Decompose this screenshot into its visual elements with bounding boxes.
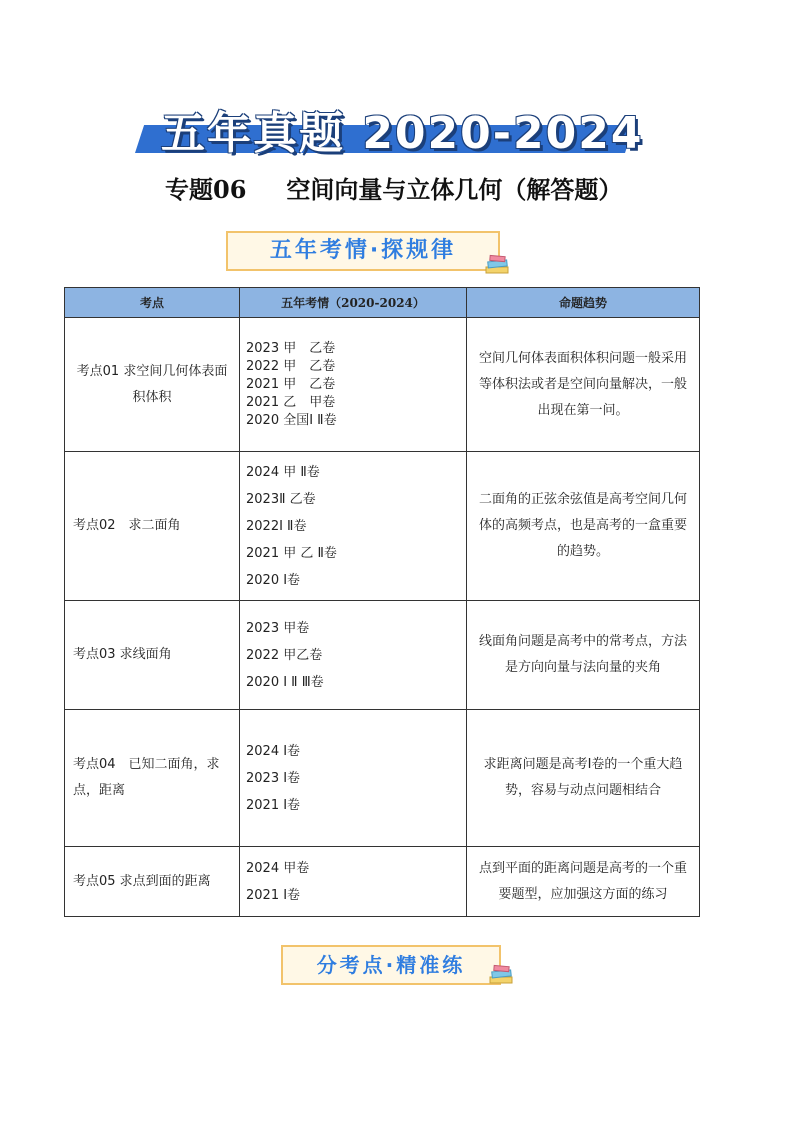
exam-point: 考点05 求点到面的距离	[65, 847, 240, 917]
section-label-practice: 分考点·精准练	[281, 945, 501, 985]
year-entry: 2020 Ⅰ卷	[246, 572, 301, 588]
exam-years	[240, 318, 467, 452]
table-header-row	[65, 288, 700, 318]
year-entry: 2022 甲 乙卷	[246, 358, 336, 374]
year-entry: 2021 甲 乙 Ⅱ卷	[246, 545, 337, 561]
year-entry: 2023Ⅱ 乙卷	[246, 491, 316, 507]
year-entry: 2024 Ⅰ卷	[246, 743, 301, 759]
books-icon	[484, 253, 510, 275]
table-row	[65, 452, 700, 601]
exam-trend: 二面角的正弦余弦值是高考空间几何体的高频考点，也是高考的一盒重要的趋势。	[467, 452, 700, 601]
exam-trend: 线面角问题是高考中的常考点，方法是方向向量与法向量的夹角	[467, 601, 700, 710]
year-entry: 2023 甲卷	[246, 620, 310, 636]
topic-title	[165, 170, 705, 205]
year-entry: 2023 Ⅰ卷	[246, 770, 301, 786]
year-entry: 2023 甲 乙卷	[246, 340, 336, 356]
exam-years	[240, 601, 467, 710]
table-row	[65, 847, 700, 917]
table-row	[65, 601, 700, 710]
table-row	[65, 318, 700, 452]
exam-point: 考点04 已知二面角，求点，距离	[65, 710, 240, 847]
title-banner	[135, 103, 644, 159]
banner-title: 五年真题 2020-2024	[161, 108, 644, 159]
year-entry: 2022 甲乙卷	[246, 647, 323, 663]
exam-trend: 空间几何体表面积体积问题一般采用等体积法或者是空间向量解决，一般出现在第一问。	[467, 318, 700, 452]
exam-point: 考点03 求线面角	[65, 601, 240, 710]
exam-years	[240, 847, 467, 917]
topic-number: 专题06	[165, 175, 247, 204]
exam-trend: 点到平面的距离问题是高考的一个重要题型，应加强这方面的练习	[467, 847, 700, 917]
topic-name: 空间向量与立体几何（解答题）	[286, 175, 623, 204]
year-entry: 2020 全国Ⅰ Ⅱ卷	[246, 412, 337, 428]
year-entry: 2021 甲 乙卷	[246, 376, 336, 392]
books-icon	[488, 963, 514, 985]
year-entry: 2021 Ⅰ卷	[246, 887, 301, 903]
exam-years	[240, 710, 467, 847]
year-entry: 2021 乙 甲卷	[246, 394, 336, 410]
section-label-exam-overview: 五年考情·探规律	[226, 231, 500, 271]
year-entry: 2024 甲 Ⅱ卷	[246, 464, 320, 480]
exam-trend: 求距离问题是高考Ⅰ卷的一个重大趋势，容易与动点问题相结合	[467, 710, 700, 847]
header-years: 五年考情（2020-2024）	[240, 288, 467, 318]
exam-years	[240, 452, 467, 601]
year-entry: 2021 Ⅰ卷	[246, 797, 301, 813]
header-trend: 命题趋势	[467, 288, 700, 318]
exam-point: 考点01 求空间几何体表面积体积	[65, 318, 240, 452]
header-point: 考点	[65, 288, 240, 318]
exam-analysis-table	[64, 287, 700, 917]
table-row	[65, 710, 700, 847]
year-entry: 2020 Ⅰ Ⅱ Ⅲ卷	[246, 674, 324, 690]
exam-point: 考点02 求二面角	[65, 452, 240, 601]
year-entry: 2022Ⅰ Ⅱ卷	[246, 518, 307, 534]
year-entry: 2024 甲卷	[246, 860, 310, 876]
